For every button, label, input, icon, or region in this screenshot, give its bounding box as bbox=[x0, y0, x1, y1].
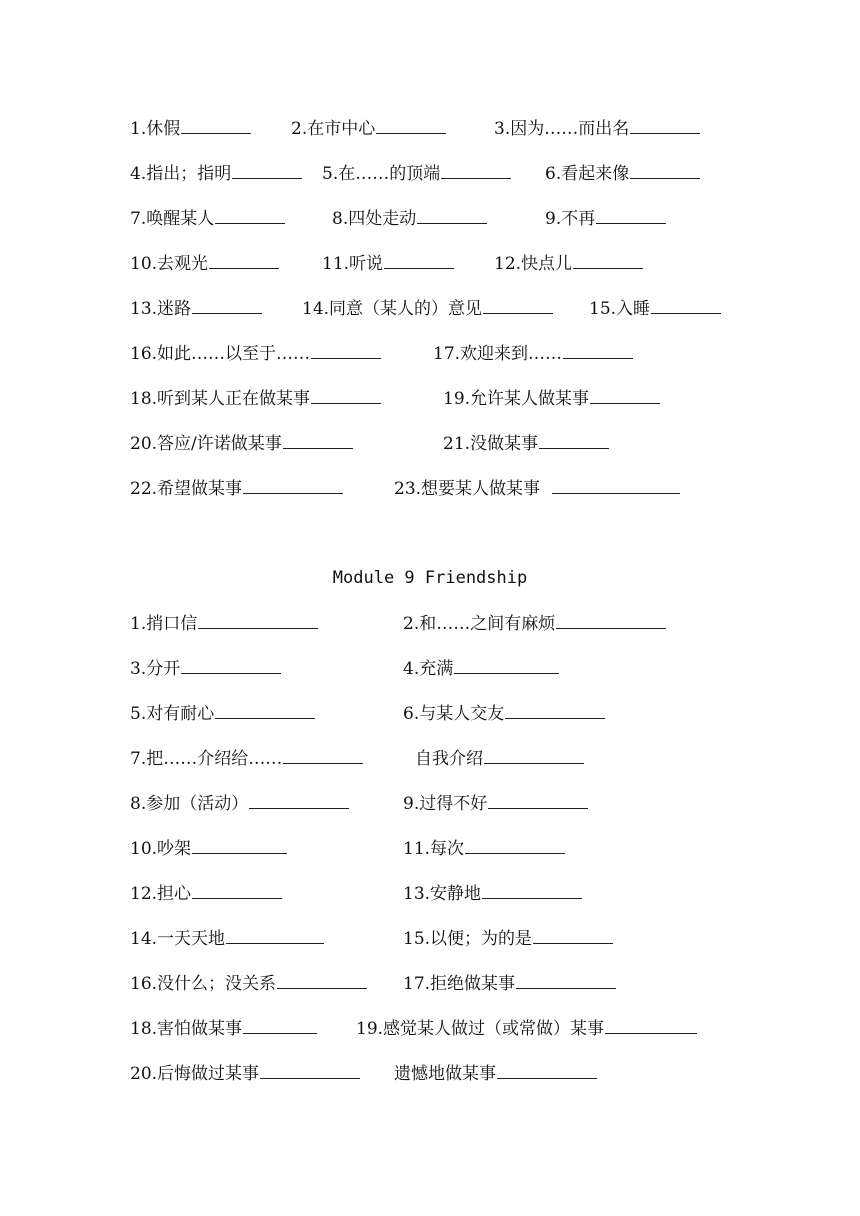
list-item: 6.看起来像 bbox=[545, 162, 700, 185]
list-item: 23.想要某人做某事 bbox=[394, 477, 680, 500]
answer-blank[interactable] bbox=[630, 162, 700, 179]
list-item: 11.听说 bbox=[322, 252, 454, 275]
answer-blank[interactable] bbox=[283, 747, 363, 764]
list-item: 19.允许某人做某事 bbox=[443, 387, 660, 410]
list-item: 17.拒绝做某事 bbox=[403, 972, 616, 995]
answer-blank[interactable] bbox=[209, 252, 279, 269]
answer-blank[interactable] bbox=[384, 252, 454, 269]
list-item: 14.一天天地 bbox=[130, 927, 324, 950]
answer-blank[interactable] bbox=[596, 207, 666, 224]
answer-blank[interactable] bbox=[192, 297, 262, 314]
answer-blank[interactable] bbox=[505, 702, 605, 719]
list-item: 2.和……之间有麻烦 bbox=[403, 612, 666, 635]
list-item: 1.捎口信 bbox=[130, 612, 318, 635]
list-item: 3.分开 bbox=[130, 657, 281, 680]
answer-blank[interactable] bbox=[454, 657, 559, 674]
answer-blank[interactable] bbox=[563, 342, 633, 359]
answer-blank[interactable] bbox=[556, 612, 666, 629]
answer-blank[interactable] bbox=[484, 747, 584, 764]
answer-blank[interactable] bbox=[260, 1062, 360, 1079]
list-item: 18.听到某人正在做某事 bbox=[130, 387, 381, 410]
answer-blank[interactable] bbox=[516, 972, 616, 989]
list-item: 遗憾地做某事 bbox=[394, 1062, 597, 1085]
answer-blank[interactable] bbox=[181, 117, 251, 134]
list-item: 5.在……的顶端 bbox=[322, 162, 511, 185]
list-item: 3.因为……而出名 bbox=[494, 117, 700, 140]
list-item: 15.以便；为的是 bbox=[403, 927, 613, 950]
answer-blank[interactable] bbox=[605, 1017, 697, 1034]
answer-blank[interactable] bbox=[376, 117, 446, 134]
answer-blank[interactable] bbox=[539, 432, 609, 449]
list-item: 1.休假 bbox=[130, 117, 251, 140]
list-item: 8.参加（活动） bbox=[130, 792, 349, 815]
answer-blank[interactable] bbox=[488, 792, 588, 809]
answer-blank[interactable] bbox=[630, 117, 700, 134]
answer-blank[interactable] bbox=[311, 387, 381, 404]
list-item: 8.四处走动 bbox=[332, 207, 487, 230]
list-item: 13.迷路 bbox=[130, 297, 262, 320]
list-item: 9.过得不好 bbox=[403, 792, 588, 815]
answer-blank[interactable] bbox=[243, 477, 343, 494]
list-item: 10.吵架 bbox=[130, 837, 287, 860]
list-item: 12.快点儿 bbox=[494, 252, 643, 275]
list-item: 7.唤醒某人 bbox=[130, 207, 285, 230]
list-item: 7.把……介绍给…… bbox=[130, 747, 363, 770]
list-item: 21.没做某事 bbox=[443, 432, 609, 455]
answer-blank[interactable] bbox=[417, 207, 487, 224]
list-item: 13.安静地 bbox=[403, 882, 582, 905]
answer-blank[interactable] bbox=[215, 207, 285, 224]
answer-blank[interactable] bbox=[441, 162, 511, 179]
section-title: Module 9 Friendship bbox=[332, 568, 528, 588]
answer-blank[interactable] bbox=[482, 882, 582, 899]
answer-blank[interactable] bbox=[465, 837, 565, 854]
list-item: 10.去观光 bbox=[130, 252, 279, 275]
answer-blank[interactable] bbox=[181, 657, 281, 674]
answer-blank[interactable] bbox=[552, 477, 680, 494]
answer-blank[interactable] bbox=[232, 162, 302, 179]
list-item: 12.担心 bbox=[130, 882, 282, 905]
list-item: 2.在市中心 bbox=[291, 117, 446, 140]
list-item: 17.欢迎来到…… bbox=[433, 342, 633, 365]
list-item: 4.指出；指明 bbox=[130, 162, 302, 185]
answer-blank[interactable] bbox=[533, 927, 613, 944]
list-item: 16.如此……以至于…… bbox=[130, 342, 381, 365]
answer-blank[interactable] bbox=[192, 882, 282, 899]
answer-blank[interactable] bbox=[226, 927, 324, 944]
list-item: 16.没什么；没关系 bbox=[130, 972, 367, 995]
answer-blank[interactable] bbox=[243, 1017, 317, 1034]
answer-blank[interactable] bbox=[573, 252, 643, 269]
list-item: 20.答应/许诺做某事 bbox=[130, 432, 353, 455]
answer-blank[interactable] bbox=[483, 297, 553, 314]
list-item: 15.入睡 bbox=[589, 297, 721, 320]
list-item: 18.害怕做某事 bbox=[130, 1017, 317, 1040]
answer-blank[interactable] bbox=[497, 1062, 597, 1079]
answer-blank[interactable] bbox=[590, 387, 660, 404]
list-item: 6.与某人交友 bbox=[403, 702, 605, 725]
list-item: 5.对有耐心 bbox=[130, 702, 315, 725]
list-item: 19.感觉某人做过（或常做）某事 bbox=[356, 1017, 697, 1040]
answer-blank[interactable] bbox=[283, 432, 353, 449]
answer-blank[interactable] bbox=[249, 792, 349, 809]
list-item: 自我介绍 bbox=[415, 747, 584, 770]
answer-blank[interactable] bbox=[192, 837, 287, 854]
list-item: 14.同意（某人的）意见 bbox=[302, 297, 553, 320]
answer-blank[interactable] bbox=[215, 702, 315, 719]
answer-blank[interactable] bbox=[651, 297, 721, 314]
list-item: 4.充满 bbox=[403, 657, 559, 680]
answer-blank[interactable] bbox=[198, 612, 318, 629]
list-item: 20.后悔做过某事 bbox=[130, 1062, 360, 1085]
list-item: 22.希望做某事 bbox=[130, 477, 343, 500]
list-item: 9.不再 bbox=[545, 207, 666, 230]
list-item: 11.每次 bbox=[403, 837, 565, 860]
answer-blank[interactable] bbox=[311, 342, 381, 359]
answer-blank[interactable] bbox=[277, 972, 367, 989]
